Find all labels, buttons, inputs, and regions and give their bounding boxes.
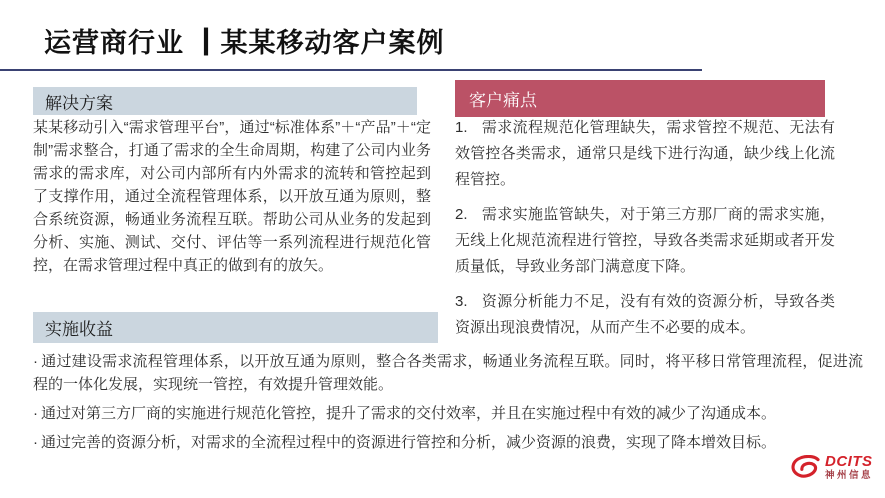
- logo-text: [825, 454, 873, 481]
- pain-item: [455, 202, 835, 280]
- pain-header-label: 客户痛点: [469, 91, 537, 110]
- benefit-item-text: 通过对第三方厂商的实施进行规范化管控，提升了需求的交付效率，并且在实施过程中有效的减少了沟通成本。: [41, 405, 777, 422]
- logo-subtitle: 神州信息: [824, 470, 873, 481]
- solution-header-label: 解决方案: [45, 93, 113, 113]
- bullet-icon: ·: [33, 353, 38, 370]
- bullet-icon: ·: [33, 405, 38, 422]
- benefit-list: [33, 350, 863, 460]
- pain-item-number: 3.: [455, 293, 468, 310]
- pain-item: [455, 289, 835, 341]
- title-divider: [0, 69, 702, 71]
- pain-item-text: 需求流程规范化管理缺失，需求管控不规范、无法有效管控各类需求，通常只是线下进行沟通，缺少线上化流程管控。: [455, 119, 835, 188]
- benefit-item-text: 通过建设需求流程管理体系，以开放互通为原则，整合各类需求，畅通业务流程互联。同时，将平移日常管理流程，促进流程的一体化发展，实现统一管控，有效提升管理效能。: [33, 353, 863, 393]
- logo-swoosh-icon: [790, 455, 822, 484]
- bullet-icon: ·: [33, 434, 38, 451]
- benefit-header-label: 实施收益: [45, 320, 113, 339]
- benefit-section-header: [33, 312, 438, 343]
- pain-item: [455, 115, 835, 193]
- pain-list: [455, 115, 835, 350]
- pain-item-number: 1.: [455, 119, 468, 136]
- page-title: 运营商行业 ┃某某移动客户案例: [44, 28, 445, 58]
- solution-body-text: 某某移动引入“需求管理平台”，通过“标准体系”＋“产品”＋“定制”需求整合，打通了需求的全生命周期，构建了公司内业务需求的需求库，对公司内部所有内外需求的流转和管控起到了支撑作用，通过全流程管理体系，以开放互通为原则，整合系统资源，畅通业务流程互联。帮助公司从业务的发起到分析、实施、测试、交付、评估等一系列流程进行规范化管控，在需求管理过程中真正的做到有的放矢。: [33, 119, 431, 274]
- benefit-item: [33, 402, 863, 425]
- benefit-item: [33, 431, 863, 454]
- pain-section-header: [455, 80, 825, 117]
- logo-brand-name: DCITS: [824, 453, 873, 470]
- company-logo: [790, 454, 873, 484]
- pain-item-text: 资源分析能力不足，没有有效的资源分析，导致各类资源出现浪费情况，从而产生不必要的成本。: [455, 293, 835, 336]
- solution-section-header: [33, 87, 417, 115]
- pain-item-number: 2.: [455, 206, 468, 223]
- benefit-item-text: 通过完善的资源分析，对需求的全流程过程中的资源进行管控和分析，减少资源的浪费，实现了降本增效目标。: [41, 434, 777, 451]
- benefit-item: [33, 350, 863, 396]
- pain-item-text: 需求实施监管缺失，对于第三方那厂商的需求实施，无线上化规范流程进行管控，导致各类需求延期或者开发质量低，导致业务部门满意度下降。: [455, 206, 835, 275]
